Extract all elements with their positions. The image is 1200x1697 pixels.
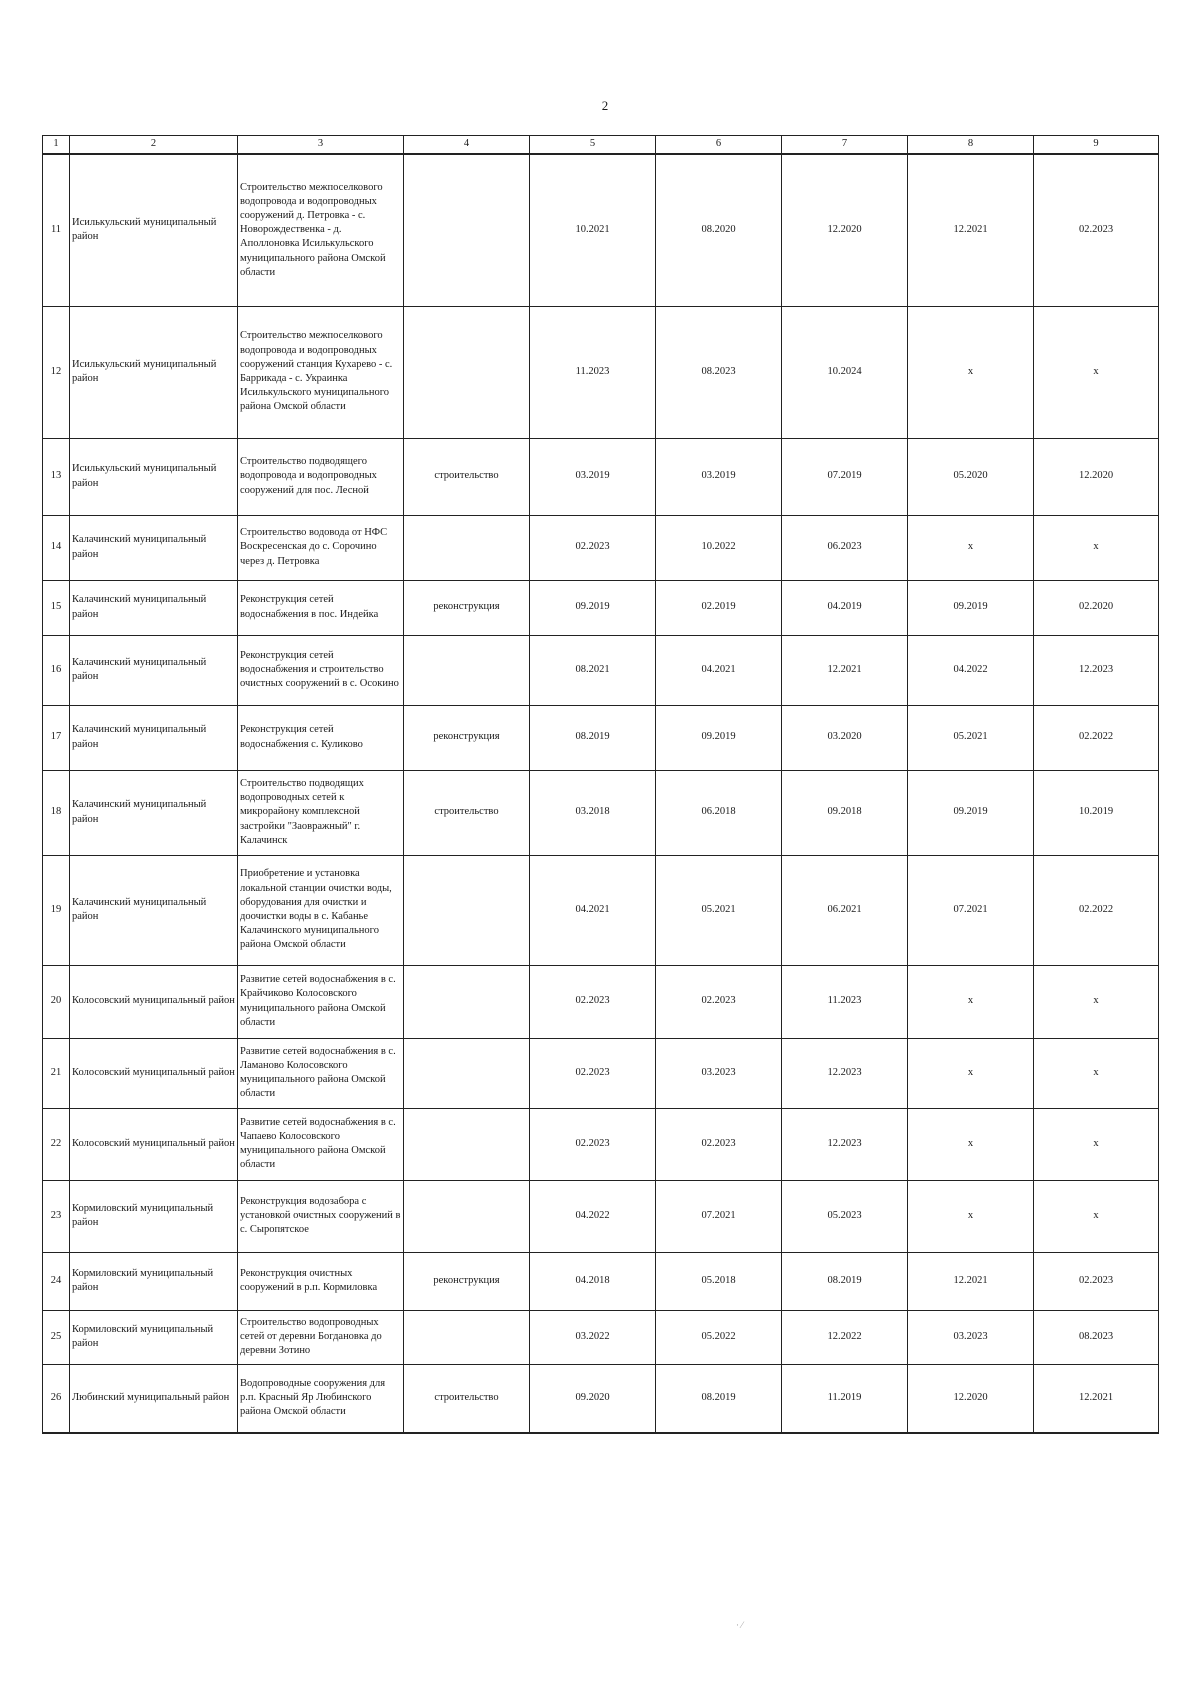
object-cell: Строительство межпоселкового водопровода и водопроводных сооружений станция Кухарево - с. Баррикада - с. Украинка Исилькульского муниципального района Омской области [238,306,404,438]
date-cell: 02.2022 [1034,855,1159,965]
district-cell: Калачинский муниципальный район [70,635,238,705]
table-row [43,965,1159,1038]
work-type-cell [404,635,530,705]
work-type-cell: реконструкция [404,1252,530,1310]
district-cell: Колосовский муниципальный район [70,965,238,1038]
work-type-cell [404,154,530,306]
date-cell: 04.2018 [530,1252,656,1310]
district-cell: Кормиловский муниципальный район [70,1252,238,1310]
district-cell: Калачинский муниципальный район [70,855,238,965]
date-cell: 10.2021 [530,154,656,306]
row-number: 16 [43,635,70,705]
date-cell: x [1034,1038,1159,1108]
date-cell: 08.2023 [656,306,782,438]
date-cell: 03.2020 [782,705,908,770]
column-header: 5 [530,136,656,155]
date-cell: 03.2023 [656,1038,782,1108]
table-row [43,1108,1159,1180]
table-row [43,515,1159,580]
column-header: 4 [404,136,530,155]
date-cell: 07.2019 [782,438,908,515]
date-cell: 12.2023 [782,1108,908,1180]
object-cell: Строительство водопроводных сетей от деревни Богдановка до деревни Зотино [238,1310,404,1364]
table-row [43,1180,1159,1252]
date-cell: 02.2022 [1034,705,1159,770]
district-cell: Колосовский муниципальный район [70,1108,238,1180]
table-header [43,136,1159,155]
column-header: 2 [70,136,238,155]
date-cell: 03.2019 [530,438,656,515]
date-cell: 02.2023 [656,965,782,1038]
district-cell: Калачинский муниципальный район [70,580,238,635]
date-cell: 06.2021 [782,855,908,965]
date-cell: 09.2020 [530,1364,656,1433]
row-number: 11 [43,154,70,306]
work-type-cell [404,1108,530,1180]
date-cell: 02.2023 [530,965,656,1038]
district-cell: Калачинский муниципальный район [70,515,238,580]
date-cell: 04.2021 [530,855,656,965]
date-cell: 09.2019 [530,580,656,635]
row-number: 23 [43,1180,70,1252]
date-cell: x [1034,1180,1159,1252]
column-header: 7 [782,136,908,155]
date-cell: x [1034,306,1159,438]
table-row [43,306,1159,438]
date-cell: x [1034,1108,1159,1180]
date-cell: 05.2018 [656,1252,782,1310]
date-cell: 05.2023 [782,1180,908,1252]
date-cell: 03.2018 [530,770,656,855]
district-cell: Исилькульский муниципальный район [70,154,238,306]
date-cell: 08.2019 [782,1252,908,1310]
date-cell: 02.2020 [1034,580,1159,635]
date-cell: 06.2018 [656,770,782,855]
date-cell: 12.2021 [908,1252,1034,1310]
work-type-cell [404,1038,530,1108]
row-number: 20 [43,965,70,1038]
date-cell: 05.2020 [908,438,1034,515]
object-cell: Строительство межпоселкового водопровода и водопроводных сооружений д. Петровка - с. Новорождественка - д. Аполлоновка Исилькульского муниципального района Омской области [238,154,404,306]
column-header: 1 [43,136,70,155]
date-cell: x [1034,515,1159,580]
row-number: 18 [43,770,70,855]
table-row [43,154,1159,306]
scan-artifact: · ⁄ [736,1620,743,1630]
date-cell: 02.2023 [1034,1252,1159,1310]
object-cell: Строительство водовода от НФС Воскресенская до с. Сорочино через д. Петровка [238,515,404,580]
page-number: 2 [601,98,609,113]
work-type-cell [404,515,530,580]
table-row [43,438,1159,515]
row-number: 15 [43,580,70,635]
date-cell: 04.2019 [782,580,908,635]
date-cell: 02.2023 [1034,154,1159,306]
district-cell: Колосовский муниципальный район [70,1038,238,1108]
header-row [43,136,1159,155]
date-cell: x [908,1038,1034,1108]
object-cell: Приобретение и установка локальной станции очистки воды, оборудования для очистки и доочистки воды в с. Кабанье Калачинского муниципального района Омской области [238,855,404,965]
date-cell: 03.2019 [656,438,782,515]
date-cell: x [908,1108,1034,1180]
date-cell: x [908,1180,1034,1252]
date-cell: 09.2019 [908,580,1034,635]
date-cell: 05.2022 [656,1310,782,1364]
object-cell: Водопроводные сооружения для р.п. Красный Яр Любинского района Омской области [238,1364,404,1433]
work-type-cell [404,306,530,438]
date-cell: 08.2019 [656,1364,782,1433]
date-cell: 02.2023 [530,1108,656,1180]
date-cell: 02.2023 [530,1038,656,1108]
date-cell: 09.2018 [782,770,908,855]
date-cell: 12.2021 [782,635,908,705]
table-row [43,855,1159,965]
date-cell: 12.2020 [908,1364,1034,1433]
date-cell: 06.2023 [782,515,908,580]
date-cell: 07.2021 [908,855,1034,965]
object-cell: Реконструкция сетей водоснабжения с. Куликово [238,705,404,770]
row-number: 25 [43,1310,70,1364]
row-number: 17 [43,705,70,770]
district-cell: Любинский муниципальный район [70,1364,238,1433]
row-number: 13 [43,438,70,515]
date-cell: 08.2019 [530,705,656,770]
date-cell: 10.2022 [656,515,782,580]
date-cell: 04.2022 [908,635,1034,705]
date-cell: 10.2019 [1034,770,1159,855]
district-cell: Исилькульский муниципальный район [70,438,238,515]
schedule-table [42,135,1159,1434]
district-cell: Калачинский муниципальный район [70,770,238,855]
date-cell: 02.2023 [530,515,656,580]
work-type-cell: реконструкция [404,580,530,635]
date-cell: x [908,306,1034,438]
work-type-cell [404,855,530,965]
work-type-cell: строительство [404,438,530,515]
object-cell: Реконструкция водозабора с установкой очистных сооружений в с. Сыропятское [238,1180,404,1252]
date-cell: 09.2019 [656,705,782,770]
date-cell: x [908,515,1034,580]
work-type-cell: строительство [404,1364,530,1433]
table-row [43,1038,1159,1108]
row-number: 26 [43,1364,70,1433]
object-cell: Строительство подводящего водопровода и водопроводных сооружений для пос. Лесной [238,438,404,515]
date-cell: 04.2021 [656,635,782,705]
object-cell: Развитие сетей водоснабжения в с. Крайчиково Колосовского муниципального района Омской области [238,965,404,1038]
date-cell: 02.2019 [656,580,782,635]
table-row [43,635,1159,705]
object-cell: Строительство подводящих водопроводных сетей к микрорайону комплексной застройки "Заовражный" г. Калачинск [238,770,404,855]
object-cell: Реконструкция сетей водоснабжения в пос. Индейка [238,580,404,635]
column-header: 8 [908,136,1034,155]
row-number: 21 [43,1038,70,1108]
date-cell: x [908,965,1034,1038]
work-type-cell [404,965,530,1038]
date-cell: 08.2021 [530,635,656,705]
date-cell: 12.2023 [1034,635,1159,705]
date-cell: 12.2020 [1034,438,1159,515]
table-row [43,1364,1159,1433]
date-cell: 05.2021 [908,705,1034,770]
date-cell: 03.2022 [530,1310,656,1364]
district-cell: Калачинский муниципальный район [70,705,238,770]
date-cell: 08.2023 [1034,1310,1159,1364]
date-cell: 12.2020 [782,154,908,306]
object-cell: Реконструкция сетей водоснабжения и строительство очистных сооружений в с. Осокино [238,635,404,705]
date-cell: 08.2020 [656,154,782,306]
date-cell: 04.2022 [530,1180,656,1252]
date-cell: 03.2023 [908,1310,1034,1364]
date-cell: 11.2023 [530,306,656,438]
date-cell: 10.2024 [782,306,908,438]
date-cell: x [1034,965,1159,1038]
table-row [43,705,1159,770]
date-cell: 02.2023 [656,1108,782,1180]
district-cell: Кормиловский муниципальный район [70,1180,238,1252]
row-number: 14 [43,515,70,580]
date-cell: 12.2021 [1034,1364,1159,1433]
date-cell: 05.2021 [656,855,782,965]
table-row [43,580,1159,635]
district-cell: Кормиловский муниципальный район [70,1310,238,1364]
work-type-cell [404,1180,530,1252]
row-number: 22 [43,1108,70,1180]
object-cell: Развитие сетей водоснабжения в с. Ламаново Колосовского муниципального района Омской области [238,1038,404,1108]
table-row [43,770,1159,855]
date-cell: 12.2023 [782,1038,908,1108]
district-cell: Исилькульский муниципальный район [70,306,238,438]
date-cell: 09.2019 [908,770,1034,855]
date-cell: 07.2021 [656,1180,782,1252]
date-cell: 12.2022 [782,1310,908,1364]
row-number: 19 [43,855,70,965]
date-cell: 12.2021 [908,154,1034,306]
column-header: 6 [656,136,782,155]
work-type-cell: строительство [404,770,530,855]
table-row [43,1310,1159,1364]
column-header: 3 [238,136,404,155]
work-type-cell: реконструкция [404,705,530,770]
row-number: 24 [43,1252,70,1310]
object-cell: Развитие сетей водоснабжения в с. Чапаево Колосовского муниципального района Омской области [238,1108,404,1180]
object-cell: Реконструкция очистных сооружений в р.п. Кормиловка [238,1252,404,1310]
date-cell: 11.2019 [782,1364,908,1433]
table-row [43,1252,1159,1310]
row-number: 12 [43,306,70,438]
date-cell: 11.2023 [782,965,908,1038]
work-type-cell [404,1310,530,1364]
table-body [43,154,1159,1433]
column-header: 9 [1034,136,1159,155]
